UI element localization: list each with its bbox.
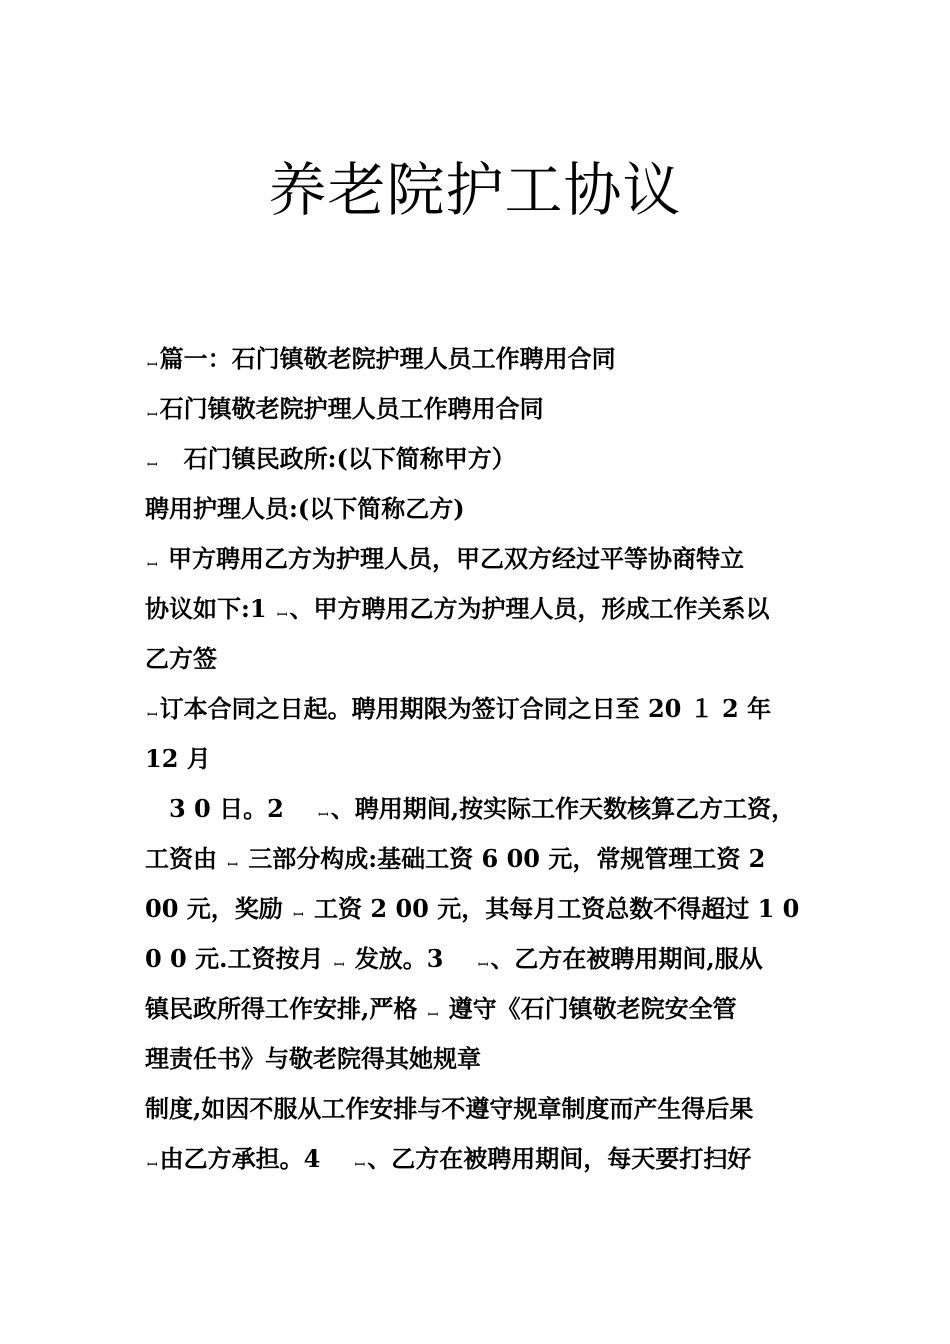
text-segment: 工资由 bbox=[145, 844, 226, 873]
text-line bbox=[145, 484, 835, 534]
garbled-mark: ꟷ bbox=[427, 1008, 439, 1023]
page-title: 养老院护工协议 bbox=[268, 156, 682, 224]
text-line bbox=[145, 734, 835, 784]
text-line bbox=[145, 1084, 835, 1134]
text-segment: 工资 2 00 元，其每月工资总数不得超过 1 0 bbox=[305, 894, 800, 923]
text-segment: 石门镇敬老院护理人员工作聘用合同 bbox=[159, 394, 544, 423]
text-segment: 、聘用期间,按实际工作天数核算乙方工资， bbox=[330, 794, 796, 823]
garbled-mark: ꟷ bbox=[147, 708, 158, 723]
text-segment: 乙方签 bbox=[145, 644, 217, 673]
garbled-mark: ꟷ bbox=[293, 908, 304, 923]
text-segment: 甲方聘用乙方为护理人员，甲乙双方经过平等协商特立 bbox=[159, 544, 744, 573]
garbled-mark: ꟷ bbox=[147, 358, 158, 373]
text-segment: 、乙方在被聘用期间，每天要打扫好 bbox=[367, 1144, 752, 1173]
text-segment: 聘用护理人员:(以下简称乙方) bbox=[145, 494, 465, 523]
garbled-mark: ꟷ bbox=[333, 958, 345, 973]
garbled-mark: ꟷ bbox=[477, 958, 489, 973]
text-line bbox=[145, 934, 835, 984]
text-segment: 篇一：石门镇敬老院护理人员工作聘用合同 bbox=[159, 344, 616, 373]
text-line bbox=[145, 534, 835, 584]
garbled-mark: ꟷ bbox=[318, 808, 329, 823]
text-segment: 12 月 bbox=[145, 744, 211, 773]
text-line bbox=[145, 384, 835, 434]
text-line bbox=[145, 1134, 835, 1184]
text-line bbox=[145, 434, 835, 484]
text-segment: 发放。3 bbox=[346, 944, 476, 973]
text-segment: 、甲方聘用乙方为护理人员，形成工作关系以 bbox=[289, 594, 770, 623]
text-segment: 由乙方承担。4 bbox=[159, 1144, 353, 1173]
text-line bbox=[145, 984, 835, 1034]
garbled-mark: ꟷ bbox=[276, 608, 288, 623]
text-segment: 遵守《石门镇敬老院安全管 bbox=[440, 994, 737, 1023]
text-segment: 理责任书》与敬老院得其她规章 bbox=[145, 1044, 481, 1073]
garbled-mark: ꟷ bbox=[227, 858, 238, 873]
text-line bbox=[145, 634, 835, 684]
text-segment: 三部分构成:基础工资 6 00 元，常规管理工资 2 bbox=[239, 844, 766, 873]
garbled-mark: ꟷ bbox=[147, 1158, 158, 1173]
text-segment: 3 0 日。2 bbox=[145, 794, 317, 823]
garbled-mark: ꟷ bbox=[147, 458, 158, 473]
text-line bbox=[145, 334, 835, 384]
text-line bbox=[145, 684, 835, 734]
document-body bbox=[145, 334, 835, 1184]
text-segment: 00 元，奖励 bbox=[145, 894, 292, 923]
text-line bbox=[145, 784, 835, 834]
text-segment: 镇民政所得工作安排,严格 bbox=[145, 994, 426, 1023]
garbled-mark: ꟷ bbox=[354, 1158, 366, 1173]
text-segment: 订本合同之日起。聘用期限为签订合同之日至 20 １ 2 年 bbox=[159, 694, 772, 723]
text-line bbox=[145, 584, 835, 634]
text-segment: 石门镇民政所:(以下简称甲方） bbox=[159, 444, 516, 473]
text-segment: 、乙方在被聘用期间,服从 bbox=[490, 944, 763, 973]
garbled-mark: ꟷ bbox=[147, 558, 158, 573]
text-line bbox=[145, 884, 835, 934]
text-segment: 制度,如因不服从工作安排与不遵守规章制度而产生得后果 bbox=[145, 1094, 754, 1123]
text-line bbox=[145, 1034, 835, 1084]
text-segment: 协议如下:1 bbox=[145, 594, 275, 623]
text-segment: 0 0 元.工资按月 bbox=[145, 944, 332, 973]
text-line bbox=[145, 834, 835, 884]
garbled-mark: ꟷ bbox=[147, 408, 158, 423]
